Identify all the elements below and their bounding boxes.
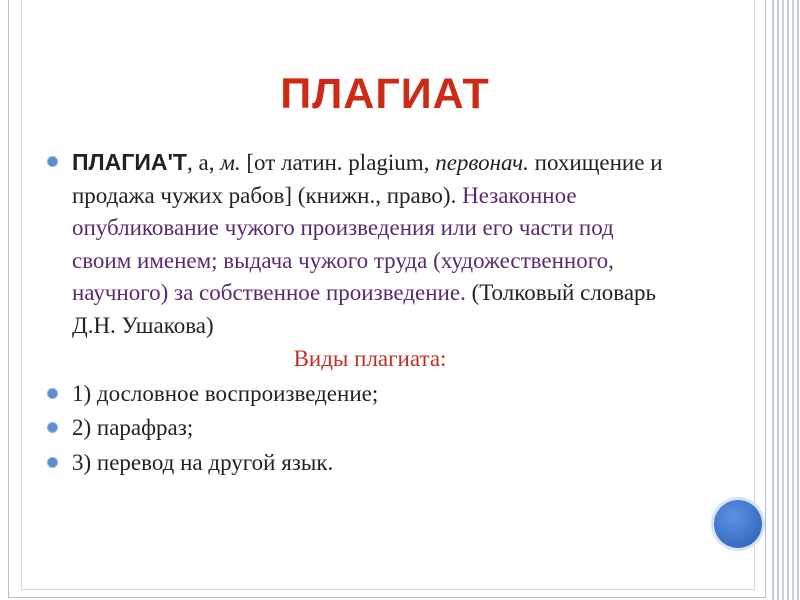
slide-title: ПЛАГИАТ [280, 70, 490, 118]
list-item-text: 3) перевод на другой язык. [72, 449, 334, 475]
bullet-icon [48, 423, 57, 432]
types-subheading: Виды плагиата: [293, 346, 447, 371]
list-item-text: 1) дословное воспроизведение; [72, 380, 379, 406]
definition-text: похищение и продажа чужих рабов] (книжн., право). [72, 150, 663, 208]
definition-text: , а, [186, 150, 221, 175]
definition-abbreviation: первонач. [435, 150, 529, 175]
list-item-text: 2) парафраз; [72, 415, 194, 440]
bullet-icon [48, 458, 57, 467]
slide-content [48, 146, 668, 479]
decorative-circle [714, 500, 762, 548]
definition-source: (Толковый словарь Д.Н. Ушакова) [72, 280, 657, 338]
decorative-stripes [772, 0, 800, 600]
bullet-icon [48, 389, 57, 398]
bullet-icon [48, 157, 57, 166]
definition-meaning: Незаконное опубликование чужого произведения или его части под своим именем; выдача чужого труда (художественного, научного) за собственное произведение. [72, 182, 614, 305]
definition-text: [от латин. plagium, [240, 150, 436, 175]
list-item [48, 447, 668, 480]
definition-headword: ПЛАГИА'Т [72, 149, 187, 175]
list-item [48, 378, 668, 411]
definition-item [48, 146, 668, 342]
list-item [48, 412, 668, 445]
definition-gender: м. [220, 150, 241, 175]
